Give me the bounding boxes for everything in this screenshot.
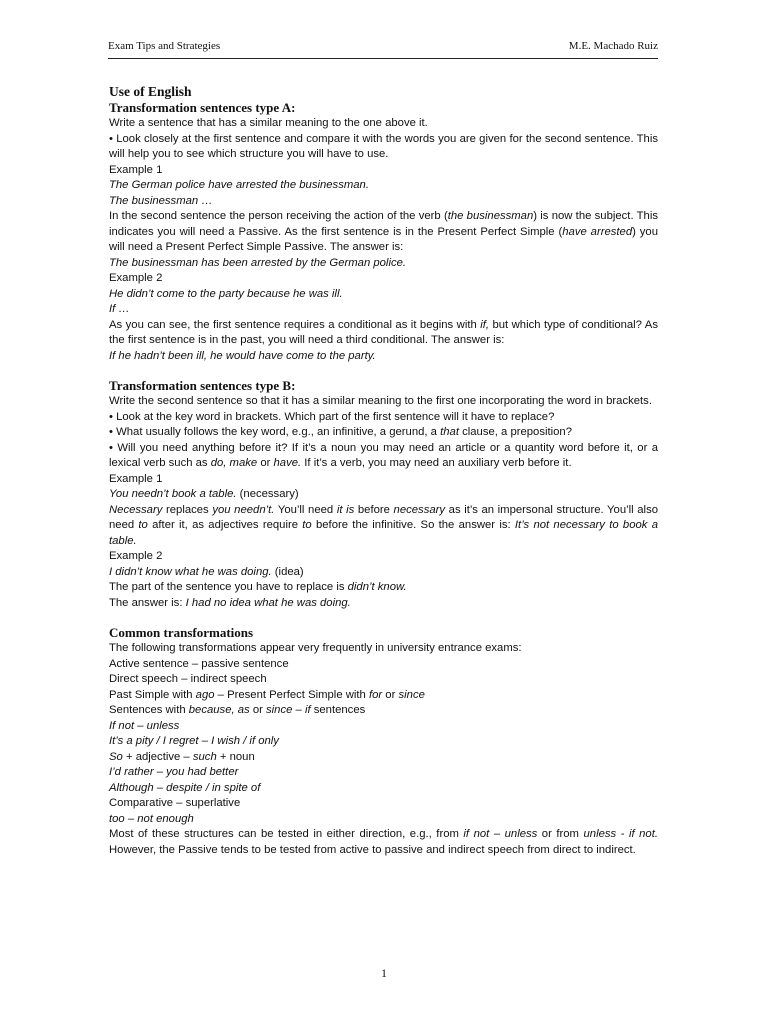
example-prompt: If … [109,303,130,315]
transformation-item: It’s a pity / I regret – I wish / if only [109,735,279,747]
transformation-item: Active sentence – passive sentence [109,657,289,670]
header-title: Exam Tips and Strategies [108,40,221,52]
section-b-heading: Transformation sentences type B: [109,378,296,393]
page-body [109,84,658,858]
section-c-intro: The following transformations appear very frequently in university entrance exams: [109,642,522,654]
example-explanation: As you can see, the first sentence requires a conditional as it begins with if, but which type of conditional? As the first sentence is in the past, you will need a third conditional. The answer is: [109,318,658,346]
section-b-instruction: Write the second sentence so that it has a similar meaning to the first one incorporating the word in brackets. [109,395,652,407]
example-answer: The answer is: I had no idea what he was doing. [109,596,351,609]
section-a-tip: • Look closely at the first sentence and compare it with the words you are given for the second sentence. This will help you to see which structure you will have to use. [109,132,658,160]
bullet-item: • Will you need anything before it? If it’s a noun you may need an article or a quantity word before it, or a lexical verb such as do, make or have. If it’s a verb, you may need an auxiliary verb before it. [109,441,658,469]
header-author: M.E. Machado Ruiz [568,40,658,52]
header-rule [108,58,658,59]
example-prompt: The businessman … [109,194,213,207]
bullet-item: • Look at the key word in brackets. Which part of the first sentence will it have to replace? [109,410,555,423]
example-explanation: The part of the sentence you have to replace is didn’t know. [109,581,407,593]
example-label: Example 1 [109,472,163,485]
transformation-item: If not – unless [109,719,180,732]
transformation-item: Sentences with because, as or since – if sentences [109,704,366,716]
transformation-item: Past Simple with ago – Present Perfect Simple with for or since [109,688,425,701]
example-explanation: In the second sentence the person receiving the action of the verb (the businessman) is now the subject. This indicates you will need a Passive. As the first sentence is in the Present Perfect Simple (have arrested) you will need a Present Perfect Simple Passive. The answer is: [109,210,659,253]
example-label: Example 1 [109,163,163,176]
section-c-outro: Most of these structures can be tested in either direction, e.g., from if not – unless or from unless - if not. However, the Passive tends to be tested from active to passive and indirect speech from direct to indirect. [109,828,658,856]
example-answer: The businessman has been arrested by the German police. [109,256,407,269]
example-sentence: The German police have arrested the businessman. [109,179,369,191]
bullet-item: • What usually follows the key word, e.g., an infinitive, a gerund, a that clause, a preposition? [109,426,572,438]
example-sentence: He didn’t come to the party because he was ill. [109,287,343,300]
section-c-heading: Common transformations [109,625,254,640]
example-label: Example 2 [109,550,163,562]
example-sentence: You needn’t book a table. (necessary) [109,488,299,500]
section-a-heading: Transformation sentences type A: [109,100,296,115]
example-sentence: I didn’t know what he was doing. (idea) [109,565,304,578]
transformation-item: I’d rather – you had better [109,766,239,778]
transformation-item: Direct speech – indirect speech [109,673,267,685]
example-label: Example 2 [109,272,163,284]
section-a-instruction: Write a sentence that has a similar meaning to the one above it. [109,117,428,129]
example-explanation: Necessary replaces you needn’t. You’ll need it is before necessary as it’s an impersonal structure. You’ll also need to after it, as adjectives require to before the infinitive. So the answer is: It’s not necessary to book a table. [109,503,659,547]
transformation-item: Comparative – superlative [109,797,241,809]
transformation-item: too – not enough [109,812,194,825]
transformation-item: So + adjective – such + noun [109,750,255,763]
example-answer: If he hadn’t been ill, he would have come to the party. [109,349,376,362]
page-number: 1 [381,966,387,980]
transformation-item: Although – despite / in spite of [109,781,261,794]
page-title: Use of English [109,84,192,99]
